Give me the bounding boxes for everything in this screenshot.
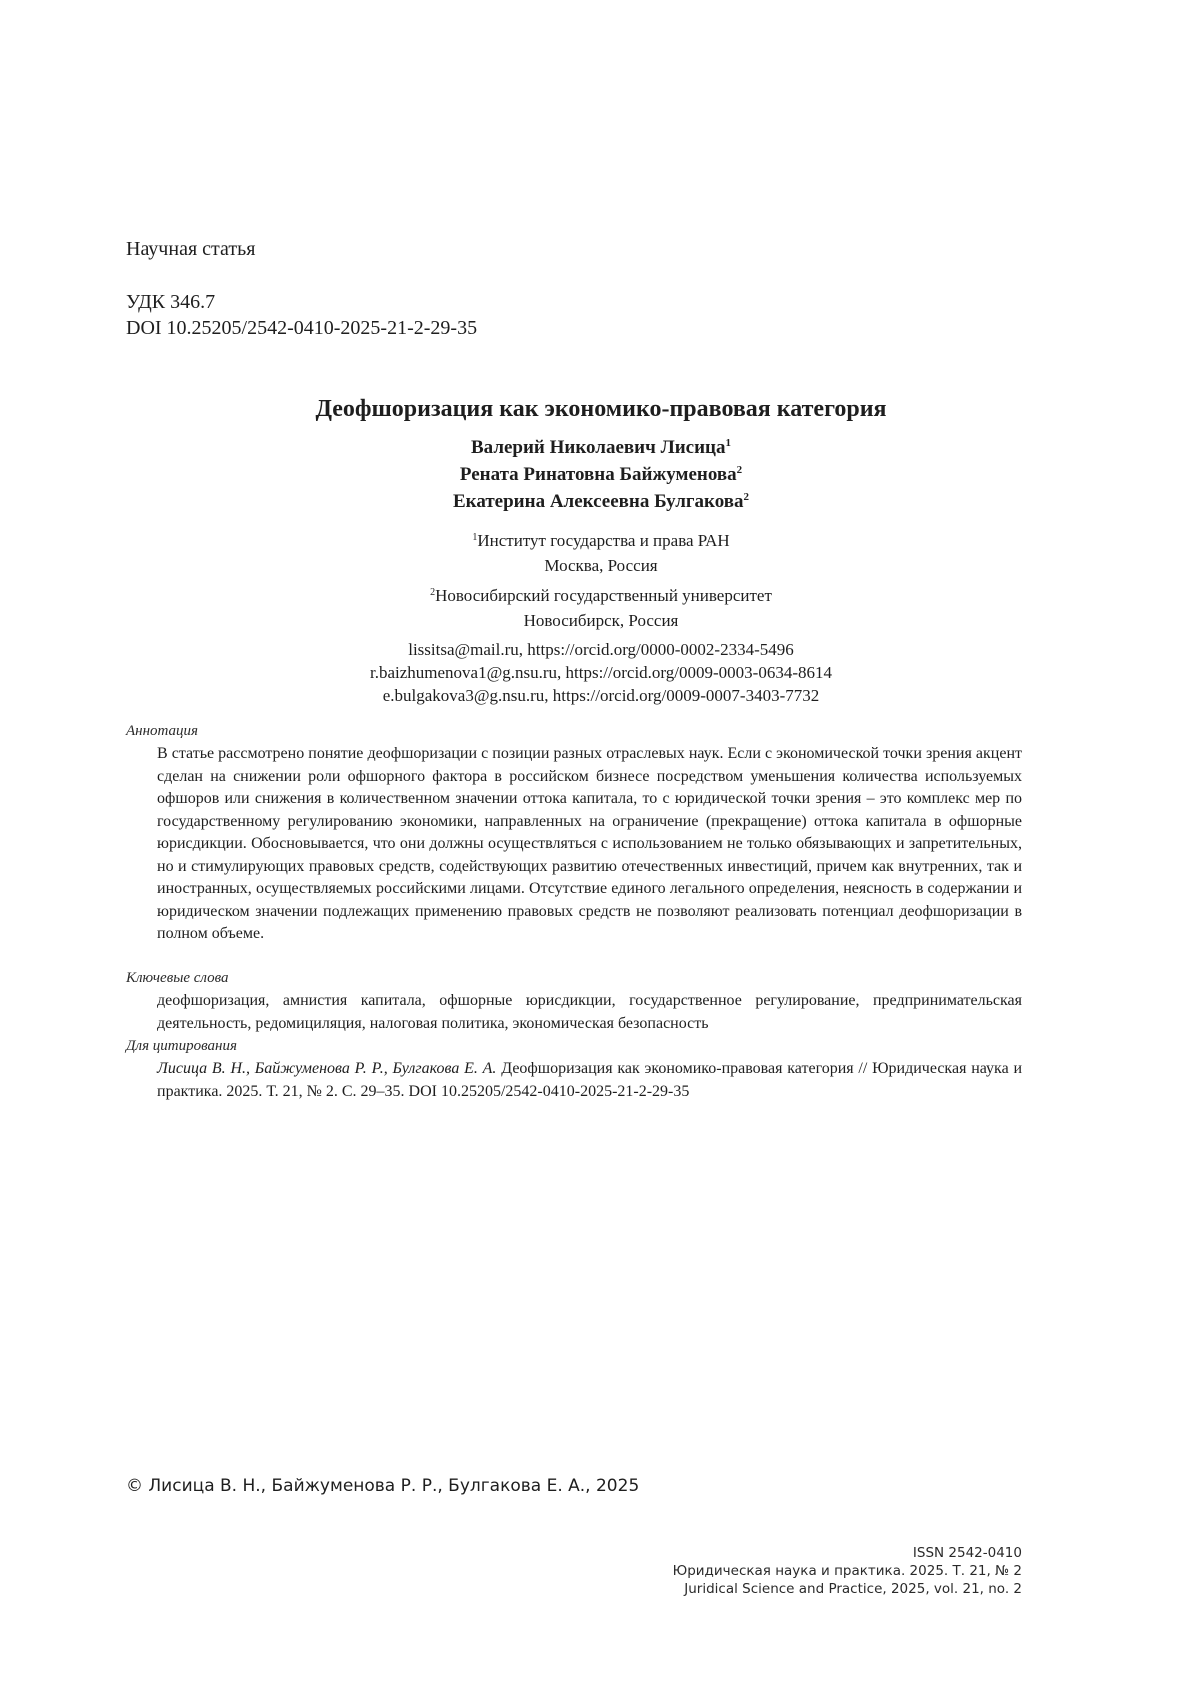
contact-line: lissitsa@mail.ru, https://orcid.org/0000-0002-2334-5496 bbox=[408, 640, 794, 659]
affiliation: $^1$Институт государства и права РАН Москва, Россия bbox=[126, 528, 1076, 578]
copyright: © Лисица В. Н., Байжуменова Р. Р., Булгакова Е. А., 2025 bbox=[126, 1476, 640, 1496]
citation-text bbox=[157, 1058, 1022, 1103]
journal-en: Juridical Science and Practice, 2025, vol. 21, no. 2 bbox=[684, 1581, 1022, 1597]
keywords-text: деофшоризация, амнистия капитала, офшорные юрисдикции, государственное регулирование, предпринимательская деятельность, редомициляция, налоговая политика, экономическая безопасность bbox=[157, 992, 1022, 1032]
journal-ru: Юридическая наука и практика. 2025. Т. 21, № 2 bbox=[672, 1563, 1022, 1579]
author: Рената Ринатовна Байжуменова$^2$ bbox=[459, 464, 743, 485]
doi: DOI 10.25205/2542-0410-2025-21-2-29-35 bbox=[126, 317, 478, 339]
citation-label: Для цитирования bbox=[126, 1038, 237, 1054]
udk-code: УДК 346.7 bbox=[126, 291, 216, 313]
issn: ISSN 2542-0410 bbox=[912, 1545, 1022, 1561]
affiliation-city: Новосибирск, Россия bbox=[523, 611, 679, 630]
author: Валерий Николаевич Лисица$^1$ bbox=[470, 437, 731, 458]
author-list bbox=[126, 434, 1076, 515]
contacts bbox=[126, 638, 1076, 707]
journal-footer bbox=[673, 1544, 1022, 1598]
abstract-label: Аннотация bbox=[126, 723, 199, 739]
affiliation: $^2$Новосибирский государственный университет Новосибирск, Россия bbox=[126, 583, 1076, 633]
affiliation-city: Москва, Россия bbox=[544, 556, 658, 575]
affiliation-institution: Новосибирский государственный университет bbox=[435, 586, 772, 605]
affiliation-institution: Институт государства и права РАН bbox=[477, 531, 730, 550]
contact-line: e.bulgakova3@g.nsu.ru, https://orcid.org/0009-0007-3403-7732 bbox=[382, 686, 820, 705]
contact-line: r.baizhumenova1@g.nsu.ru, https://orcid.org/0009-0003-0634-8614 bbox=[369, 663, 832, 682]
citation-reference: Деофшоризация как экономико-правовая категория // Юридическая наука и практика. 2025. Т. 21, № 2. С. 29–35. DOI 10.25205/2542-0410-2025-21-2-29-35 bbox=[157, 1060, 1022, 1100]
citation-authors: Лисица В. Н., Байжуменова Р. Р., Булгакова Е. А. bbox=[157, 1060, 497, 1077]
keywords-label: Ключевые слова bbox=[126, 970, 229, 986]
article-title: Деофшоризация как экономико-правовая категория bbox=[315, 396, 887, 422]
abstract-text: В статье рассмотрено понятие деофшоризации с позиции разных отраслевых наук. Если с экономической точки зрения акцент сделан на снижении роли офшорного фактора в российском бизнесе посредством уменьшения количества используемых офшоров или снижения в количественном значении оттока капитала, то с юридической точки зрения – это комплекс мер по государственному регулированию экономики, направленных на ограничение (прекращение) оттока капитала в офшорные юрисдикции. Обосновывается, что они должны осуществляться с использованием не только обязывающих и запретительных, но и стимулирующих правовых средств, содействующих развитию отечественных инвестиций, причем как внутренних, так и иностранных, осуществляемых российскими лицами. Отсутствие единого легального определения, неясность в содержании и юридическом значении подлежащих применению правовых средств не позволяют реализовать потенциал деофшоризации в полном объеме. bbox=[157, 745, 1022, 942]
author: Екатерина Алексеевна Булгакова$^2$ bbox=[453, 491, 749, 512]
article-type: Научная статья bbox=[126, 238, 256, 260]
